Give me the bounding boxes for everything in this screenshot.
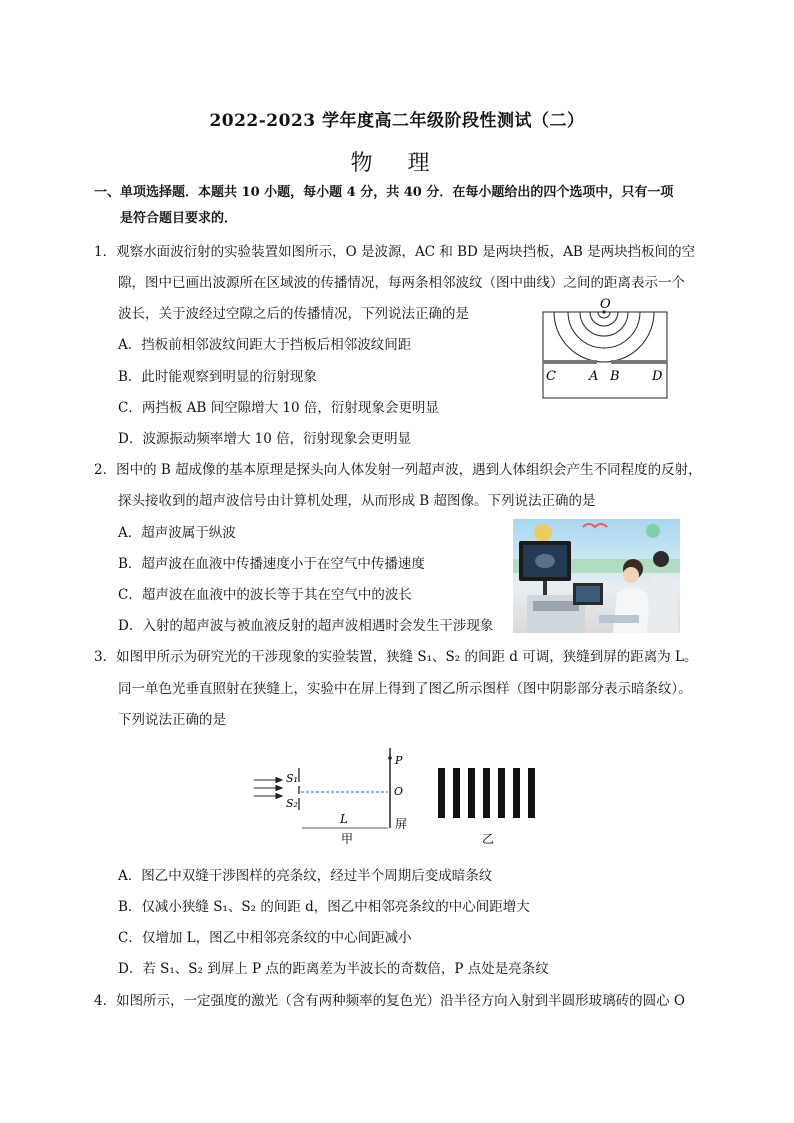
q1-label-o: O: [600, 297, 611, 312]
q3-option-b: B．仅减小狭缝 S₁、S₂ 的间距 d，图乙中相邻亮条纹的中心间距增大: [118, 899, 530, 915]
q1-option-d: D．波源振动频率增大 10 倍，衍射现象会更明显: [118, 431, 412, 447]
q2-option-d: D．入射的超声波与被血液反射的超声波相遇时会发生干涉现象: [118, 618, 494, 634]
q1-stem-line1: 1．观察水面波衍射的实验装置如图所示，O 是波源，AC 和 BD 是两块挡板，AB 是两块挡板间的空: [94, 244, 696, 260]
q1-figure-frame: [543, 312, 667, 398]
q2-stem-line2: 探头接收到的超声波信号由计算机处理，从而形成 B 超图像。下列说法正确的是: [118, 493, 596, 509]
q1-label-c: C: [546, 369, 556, 384]
q1-wave-fronts: [554, 312, 654, 362]
q1-barrier-bd: [611, 360, 667, 364]
q2-option-a: A．超声波属于纵波: [118, 525, 236, 541]
q1-stem-line2: 隙，图中已画出波源所在区域波的传播情况，每两条相邻波纹（图中曲线）之间的距离表示一个: [118, 275, 685, 291]
q1-barrier-ac: [543, 360, 597, 364]
q1-option-c: C．两挡板 AB 间空隙增大 10 倍，衍射现象会更明显: [118, 400, 439, 416]
q3-fringe-pattern: [438, 768, 535, 818]
q3-stem-line1: 3．如图甲所示为研究光的干涉现象的实验装置，狭缝 S₁、S₂ 的间距 d 可调，狭缝到屏的距离为 L。: [94, 649, 698, 665]
section-heading-line1: 一、单项选择题．本题共 10 小题，每小题 4 分，共 40 分．在每小题给出的四个选项中，只有一项: [94, 185, 674, 200]
q3-label-yi: 乙: [482, 832, 495, 846]
q1-option-b: B．此时能观察到明显的衍射现象: [118, 369, 317, 385]
section-heading: [94, 180, 714, 232]
q1-diffraction-figure: [540, 296, 670, 402]
q3-label-o: O: [394, 785, 404, 798]
q2-ultrasound-photo: [513, 519, 680, 633]
q3-label-p: P: [395, 754, 403, 767]
q3-option-d: D．若 S₁、S₂ 到屏上 P 点的距离差为半波长的奇数倍，P 点处是亮条纹: [118, 961, 549, 977]
exam-title: 2022-2023 学年度高二年级阶段性测试（二）: [209, 111, 585, 131]
q3-stem-line3: 下列说法正确的是: [118, 712, 226, 728]
q2-option-c: C．超声波在血液中的波长等于其在空气中的波长: [118, 587, 412, 603]
q3-label-screen: 屏: [395, 817, 408, 831]
q4-stem-line1: 4．如图所示，一定强度的激光（含有两种频率的复色光）沿半径方向入射到半圆形玻璃砖的圆心 O: [94, 993, 685, 1009]
q1-option-a: A．挡板前相邻波纹间距大于挡板后相邻波纹间距: [118, 337, 412, 353]
q3-label-s2: S₂: [286, 797, 298, 810]
q3-incident-light: [254, 778, 282, 799]
q3-label-jia: 甲: [341, 832, 354, 846]
q3-stem-line2: 同一单色光垂直照射在狭缝上，实验中在屏上得到了图乙所示图样（图中阴影部分表示暗条纹）。: [118, 681, 692, 697]
q2-option-b: B．超声波在血液中传播速度小于在空气中传播速度: [118, 556, 425, 572]
q1-label-b: B: [610, 369, 620, 384]
q3-interference-figure: [250, 744, 550, 848]
q1-label-a: A: [589, 369, 599, 384]
q3-option-c: C．仅增加 L，图乙中相邻亮条纹的中心间距减小: [118, 930, 412, 946]
section-heading-line2: 是符合题目要求的．: [120, 211, 238, 226]
q1-label-d: D: [652, 369, 663, 384]
q3-option-a: A．图乙中双缝干涉图样的亮条纹，经过半个周期后变成暗条纹: [118, 868, 493, 884]
q1-stem-line3: 波长，关于波经过空隙之后的传播情况，下列说法正确的是: [118, 306, 469, 322]
subject-title: 物 理: [350, 151, 444, 176]
q3-point-p: [388, 756, 392, 760]
q3-label-s1: S₁: [286, 772, 298, 785]
q3-label-l: L: [340, 812, 348, 826]
q2-stem-line1: 2．图中的 B 超成像的基本原理是探头向人体发射一列超声波，遇到人体组织会产生不同程度的反射，: [94, 462, 702, 478]
